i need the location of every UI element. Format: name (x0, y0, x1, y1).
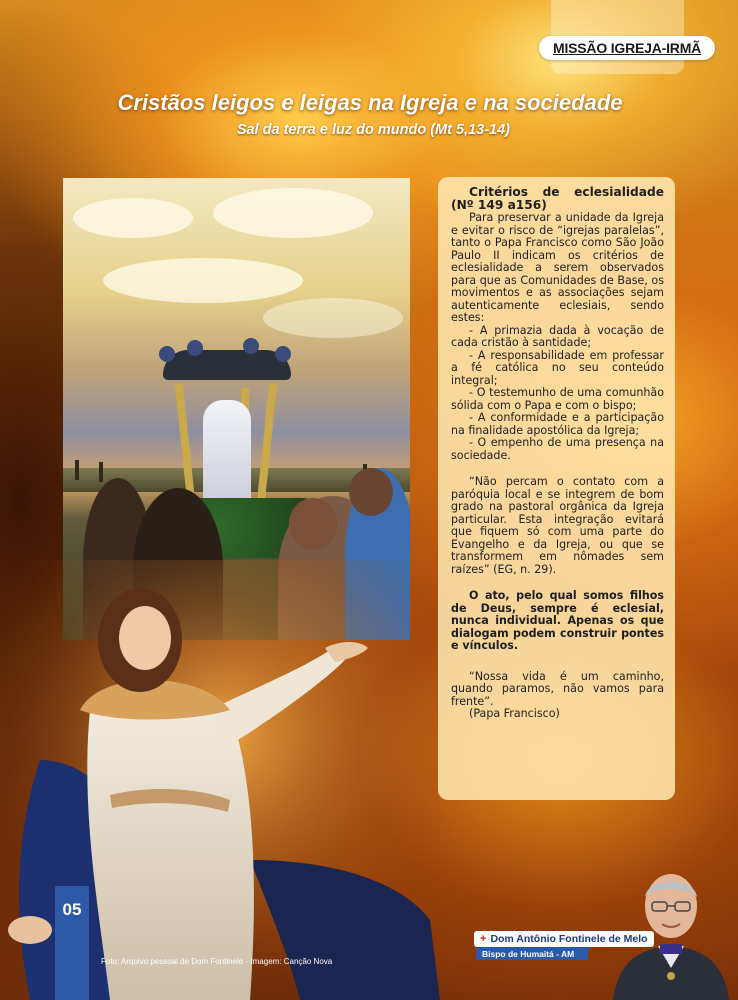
cross-mark: + (480, 933, 487, 945)
criterion-item: - O testemunho de uma comunhão sólida com o Papa e com o bispo; (451, 386, 664, 412)
author-name: Dom Antônio Fontinele de Melo (490, 933, 648, 945)
author-role-badge (476, 948, 588, 960)
photo-credit: Foto: Arquivo pessoal de Dom Fontinele - Imagem: Canção Nova (101, 957, 333, 966)
box-highlight: O ato, pelo qual somos filhos de Deus, sempre é eclesial, nunca individual. Apenas os que dialogam podem construir pontes e vínculos. (451, 589, 664, 652)
criterion-item: - A conformidade e a participação na finalidade apostólica da Igreja; (451, 411, 664, 437)
box-quote: “Não percam o contato com a paróquia local e se integrem de bom grado na pastoral orgânica da Igreja particular. Esta integração evitará que fiquem só com uma parte do Evangelho e da Igreja, ou que se transformem em nômades sem raízes” (EG, n. 29). (451, 475, 664, 576)
sidebar-text-box (438, 177, 675, 800)
page-number-band (55, 886, 89, 1000)
page-number: 05 (62, 900, 82, 919)
criterion-item: - O empenho de uma presença na sociedade. (451, 436, 664, 462)
statue-figure (203, 400, 251, 510)
criterion-item: - A responsabilidade em professar a fé católica no seu conteúdo integral; (451, 348, 664, 387)
author-portrait (608, 858, 734, 1000)
section-tag (539, 36, 715, 60)
page-subtitle: Sal da terra e luz do mundo (Mt 5,13-14) (236, 122, 510, 138)
author-role: Bispo de Humaitá - AM (482, 949, 575, 959)
criterion-item: - A primazia dada à vocação de cada cristão à santidade; (451, 323, 664, 349)
section-tag-label: MISSÃO IGREJA-IRMÃ (553, 40, 702, 56)
page-title: Cristãos leigos e leigas na Igreja e na sociedade (117, 90, 623, 115)
box-title: Critérios de eclesialidade (Nº 149 a156) (451, 185, 664, 212)
closing-author: (Papa Francisco) (469, 707, 560, 720)
closing-quote: “Nossa vida é um caminho, quando paramos, não vamos para frente”. (451, 669, 664, 708)
box-intro: Para preservar a unidade da Igreja e evitar o risco de “igrejas paralelas”, tanto o Papa Francisco como São João Paulo II indicam os critérios de eclesialidade a serem observados para que as Comunidades de Base, os movimentos e as associações sejam autenticamente eclesiais, sendo estes: (451, 211, 664, 324)
